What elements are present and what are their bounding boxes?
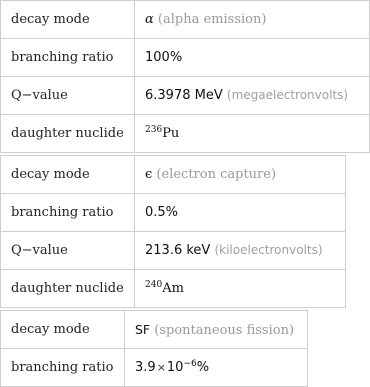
decay-mode-value: [135, 1, 370, 39]
decay-mode-row: [1, 311, 308, 349]
alpha-decay-table: [0, 0, 370, 153]
q-value-number: 213.6: [145, 243, 183, 258]
exponent: −6: [183, 359, 197, 369]
daughter-nuclide-label: daughter nuclide: [1, 270, 135, 308]
branching-ratio-row: [1, 349, 308, 387]
branching-ratio-row: [1, 39, 370, 77]
mass-number: 240: [145, 280, 163, 290]
decay-mode-value: [135, 156, 346, 194]
branching-ratio-value: 0.5%: [135, 194, 346, 232]
power-base: 10: [166, 360, 184, 375]
q-value-number: 6.3978: [145, 88, 191, 103]
q-value-label: Q−value: [1, 77, 135, 115]
q-value-value: [135, 232, 346, 270]
branching-ratio-value: [125, 349, 308, 387]
daughter-nuclide-value: [135, 270, 346, 308]
q-value-row: [1, 232, 346, 270]
daughter-nuclide-row: [1, 115, 370, 153]
electron-capture-table: [0, 155, 346, 308]
decay-mode-label: decay mode: [1, 311, 125, 349]
decay-mode-symbol: ϵ: [145, 167, 153, 182]
decay-mode-label: decay mode: [1, 156, 135, 194]
times-sign: ×: [156, 361, 166, 374]
decay-mode-row: [1, 156, 346, 194]
decay-mode-note: (electron capture): [156, 167, 277, 182]
decay-mode-symbol: α: [145, 12, 154, 27]
q-value-unit-name: (kiloelectronvolts): [214, 243, 323, 257]
mantissa: 3.9: [135, 360, 156, 375]
daughter-nuclide-label: daughter nuclide: [1, 115, 135, 153]
q-value-unit-name: (megaelectronvolts): [226, 88, 349, 102]
q-value-row: [1, 77, 370, 115]
branching-ratio-label: branching ratio: [1, 39, 135, 77]
q-value-unit: keV: [186, 243, 211, 258]
mass-number: 236: [145, 125, 163, 135]
daughter-nuclide-row: [1, 270, 346, 308]
element-symbol: Am: [162, 281, 184, 296]
decay-mode-note: (spontaneous fission): [154, 322, 295, 338]
decay-mode-label: decay mode: [1, 1, 135, 39]
branching-ratio-value: 100%: [135, 39, 370, 77]
branching-ratio-row: [1, 194, 346, 232]
q-value-label: Q−value: [1, 232, 135, 270]
q-value-unit: MeV: [194, 88, 223, 103]
branching-ratio-label: branching ratio: [1, 349, 125, 387]
decay-mode-symbol: SF: [135, 321, 151, 337]
element-symbol: Pu: [162, 126, 180, 141]
daughter-nuclide-value: [135, 115, 370, 153]
branching-ratio-label: branching ratio: [1, 194, 135, 232]
q-value-value: [135, 77, 370, 115]
decay-mode-row: [1, 1, 370, 39]
decay-mode-value: [125, 311, 308, 349]
decay-mode-note: (alpha emission): [157, 12, 267, 27]
spontaneous-fission-table: [0, 310, 308, 387]
percent-sign: %: [196, 360, 210, 375]
